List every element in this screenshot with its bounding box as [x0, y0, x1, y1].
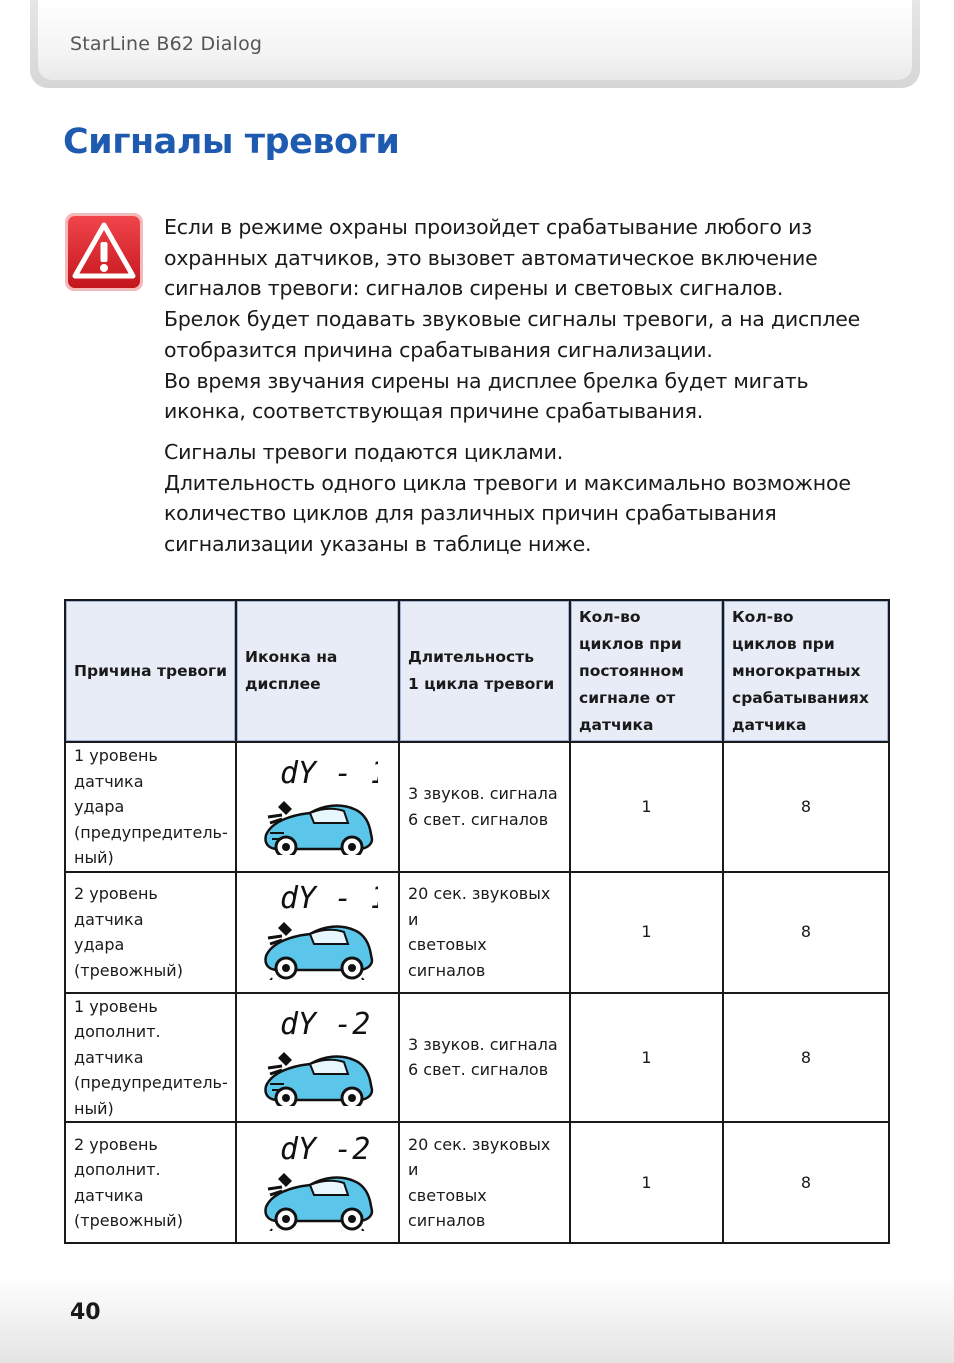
cell-duration: 3 звуков. сигнала 6 свет. сигналов [399, 742, 570, 872]
cell-duration: 20 сек. звуковых и световых сигналов [399, 872, 570, 993]
table-row [65, 742, 889, 872]
display-code: dY -2 [279, 1131, 370, 1167]
header-multiple-cycles: Кол-во циклов при многократных срабатываниях датчика [723, 600, 889, 742]
intro-paragraph-1: Если в режиме охраны произойдет срабатывание любого из охранных датчиков, это вызовет автоматическое включение сигналов тревоги: сигналов сирены и световых сигналов. Брелок будет подавать звуковые сигналы тревоги, а на дисплее отобразится причина срабатывания сигнализации. Во время звучания сирены на дисплее брелка будет мигать иконка, соответствующая причине срабатывания. [164, 215, 861, 424]
car-shock-alarm-icon [258, 1127, 378, 1231]
car-shock-icon [258, 1002, 378, 1106]
display-code: dY - 1 [279, 756, 378, 791]
table-row [65, 872, 889, 993]
cell-cause: 2 уровень дополнит. датчика (тревожный) [65, 1122, 236, 1243]
display-code: dY - 1 [279, 881, 378, 917]
document-title: StarLine B62 Dialog [70, 33, 263, 55]
cell-constant-cycles: 1 [570, 872, 723, 993]
cell-multiple-cycles: 8 [723, 993, 889, 1123]
header-cause: Причина тревоги [65, 600, 236, 742]
header-constant-cycles: Кол-во циклов при постоянном сигнале от датчика [570, 600, 723, 742]
cell-constant-cycles: 1 [570, 1122, 723, 1243]
cell-multiple-cycles: 8 [723, 742, 889, 872]
car-shock-icon [258, 751, 378, 855]
page-footer [0, 1275, 954, 1363]
cell-cause: 1 уровень дополнит. датчика (предупредитель- ный) [65, 993, 236, 1123]
cell-constant-cycles: 1 [570, 993, 723, 1123]
header-icon: Иконка на дисплее [236, 600, 399, 742]
display-code: dY -2 [279, 1006, 370, 1042]
cell-duration: 3 звуков. сигнала 6 свет. сигналов [399, 993, 570, 1123]
table-row [65, 993, 889, 1123]
warning-triangle-icon [64, 212, 144, 292]
table-row [65, 1122, 889, 1243]
cell-cause: 1 уровень датчика удара (предупредитель- ный) [65, 742, 236, 872]
intro-paragraph-2: Сигналы тревоги подаются циклами. Длительность одного цикла тревоги и максимально возможное количество циклов для различных причин срабатывания сигнализации указаны в таблице ниже. [164, 439, 851, 557]
cell-icon [236, 872, 399, 993]
cell-multiple-cycles: 8 [723, 872, 889, 993]
intro-text [164, 212, 894, 560]
cell-duration: 20 сек. звуковых и световых сигналов [399, 1122, 570, 1243]
page-title: Сигналы тревоги [63, 122, 400, 162]
cell-constant-cycles: 1 [570, 742, 723, 872]
header-duration: Длительность 1 цикла тревоги [399, 600, 570, 742]
cell-icon [236, 742, 399, 872]
alarm-table [64, 599, 890, 1244]
cell-icon [236, 993, 399, 1123]
cell-cause: 2 уровень датчика удара (тревожный) [65, 872, 236, 993]
car-shock-alarm-icon [258, 876, 378, 980]
table-header-row [65, 600, 889, 742]
page-number: 40 [70, 1300, 101, 1325]
cell-multiple-cycles: 8 [723, 1122, 889, 1243]
cell-icon [236, 1122, 399, 1243]
